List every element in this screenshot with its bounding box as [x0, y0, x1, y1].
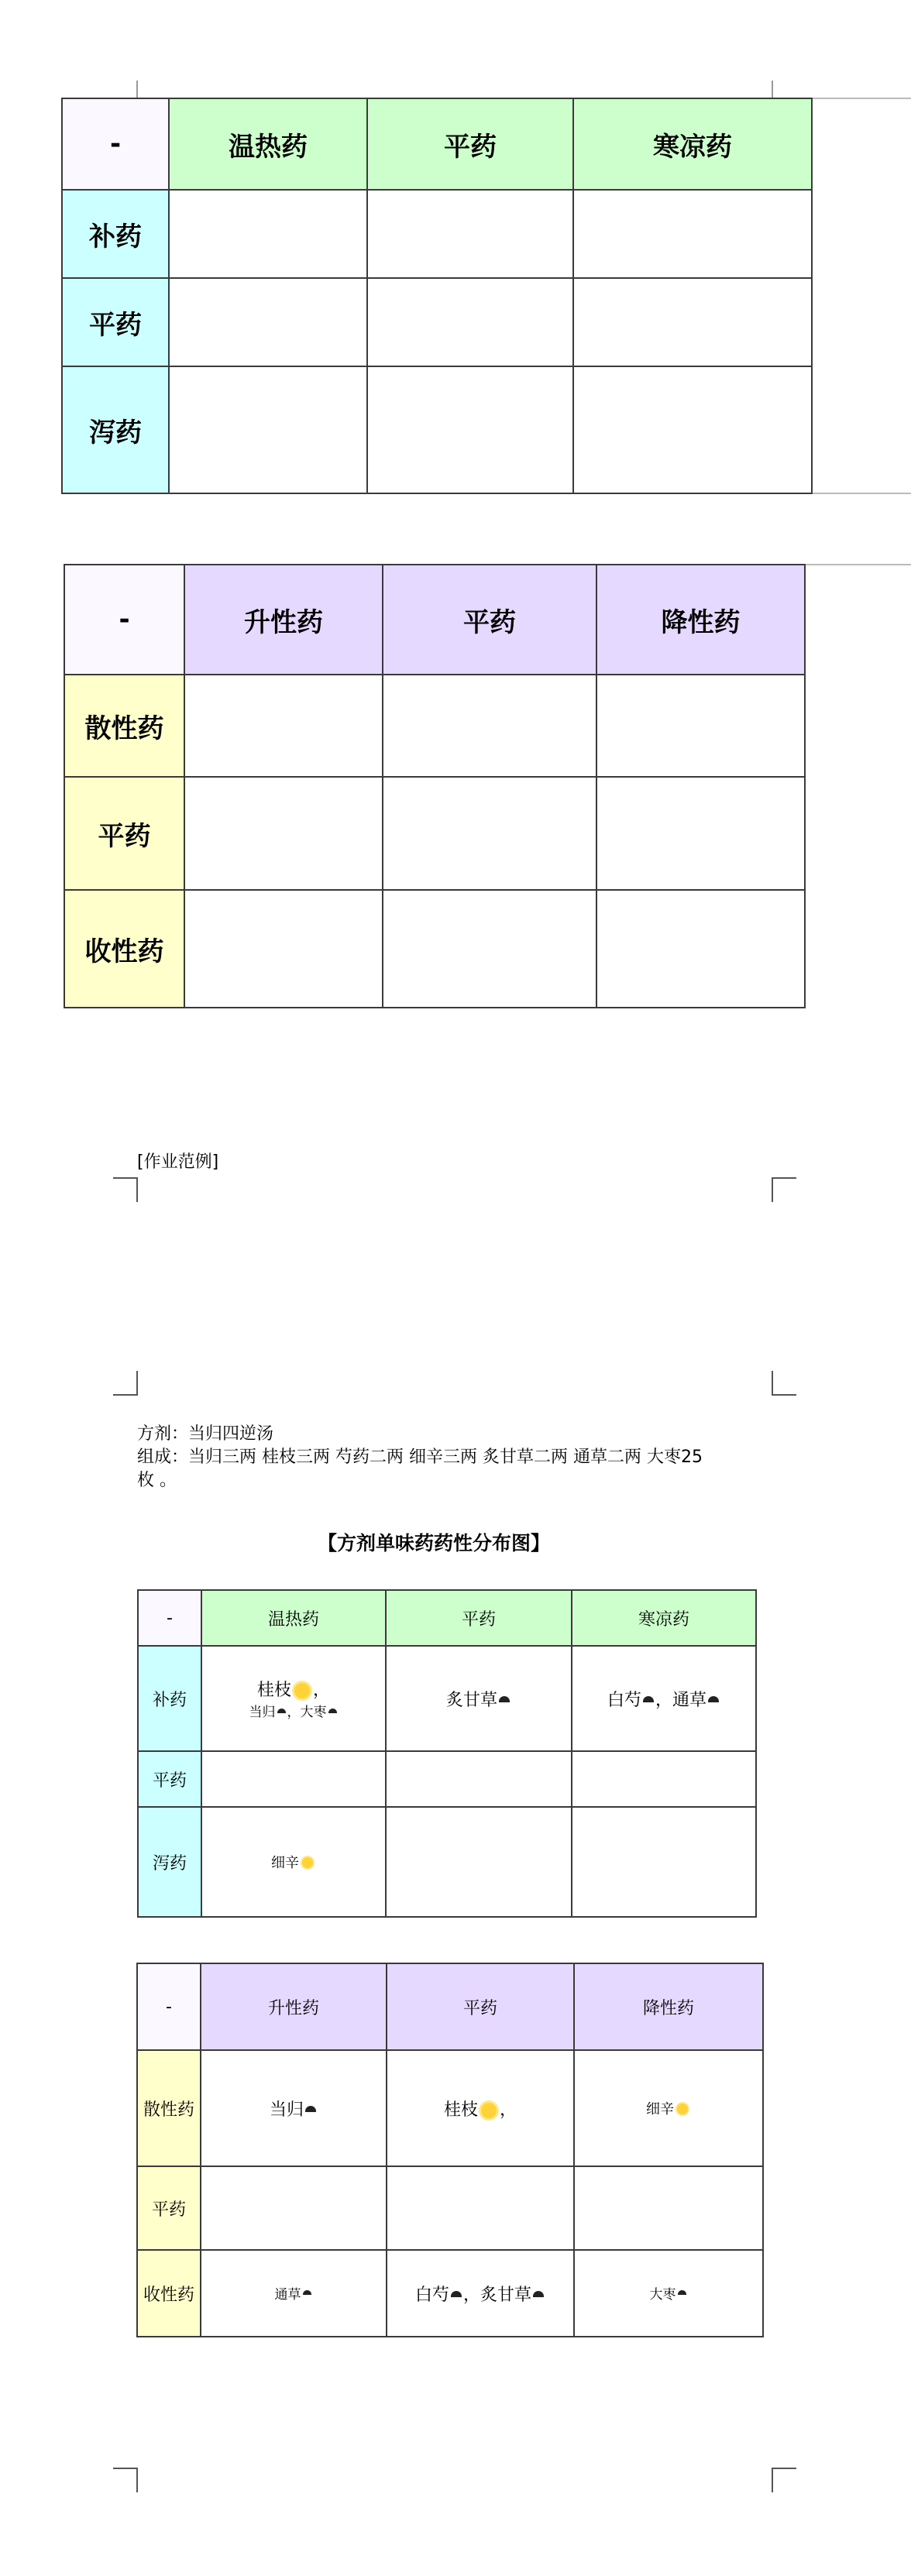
col-header-neutral: 平药 [367, 98, 573, 190]
example-table-2 [136, 1963, 764, 2337]
table-overflow-line [803, 564, 911, 565]
row-header-astringe: 收性药 [64, 890, 184, 1008]
table-cell [596, 675, 805, 777]
table-cell [169, 366, 367, 493]
sun-icon [481, 2103, 497, 2118]
table-cell [383, 777, 596, 890]
table-cell [387, 2250, 574, 2337]
table-cell [169, 278, 367, 366]
crop-mark [772, 81, 773, 98]
table-corner: - [64, 565, 184, 675]
table-corner: - [138, 1590, 201, 1646]
row-header-neutral: 平药 [138, 1751, 201, 1807]
sun-icon [302, 1857, 313, 1868]
crop-mark [772, 1177, 796, 1202]
umbrella-icon [643, 1696, 654, 1702]
row-header-astringe: 收性药 [137, 2250, 201, 2337]
example-label: [作业范例] [137, 1152, 219, 1172]
table-cell [572, 1751, 756, 1807]
formula-line: 方剂：当归四逆汤 [137, 1424, 274, 1444]
table-cell [367, 366, 573, 493]
sun-icon [294, 1683, 310, 1698]
umbrella-icon [328, 1709, 337, 1713]
row-header-neutral: 平药 [137, 2166, 201, 2250]
separator: ， [655, 1690, 672, 1710]
table-overflow-line [810, 98, 911, 99]
table-cell [574, 2166, 763, 2250]
herb-zhigancao: 炙甘草 [445, 1690, 497, 1710]
table-overflow-line [810, 493, 911, 494]
row-header-disperse: 散性药 [137, 2050, 201, 2166]
crop-mark [113, 1371, 138, 1396]
herb-zhigancao: 炙甘草 [480, 2285, 532, 2305]
row-header-tonify: 补药 [62, 190, 169, 278]
col-header-cold: 寒凉药 [573, 98, 812, 190]
herb-xixin: 细辛 [646, 2101, 674, 2117]
herb-tongcao: 通草 [672, 1690, 707, 1710]
table-cell [367, 278, 573, 366]
umbrella-icon [708, 1696, 719, 1702]
composition-line-1: 组成：当归三两 桂枝三两 芍药二两 细辛三两 炙甘草二两 通草二两 大枣25 [137, 1448, 703, 1467]
example-table-1 [137, 1589, 757, 1918]
crop-mark [772, 1371, 796, 1396]
table-corner: - [137, 1963, 201, 2050]
crop-mark [772, 2468, 796, 2492]
herb-tongcao: 通草 [274, 2287, 301, 2303]
row-header-purge: 泻药 [62, 366, 169, 493]
table-cell [169, 190, 367, 278]
col-header-neutral: 平药 [383, 565, 596, 675]
table-cell [574, 2250, 763, 2337]
row-header-neutral: 平药 [64, 777, 184, 890]
umbrella-icon [303, 2290, 311, 2295]
table-cell [573, 366, 812, 493]
nature-table-1 [61, 98, 813, 494]
col-header-warm: 温热药 [169, 98, 367, 190]
umbrella-icon [277, 1709, 286, 1713]
col-header-warm: 温热药 [201, 1590, 386, 1646]
row-header-disperse: 散性药 [64, 675, 184, 777]
crop-mark [136, 81, 138, 98]
nature-table-2 [64, 564, 806, 1008]
table-cell [387, 2050, 574, 2166]
herb-baishao: 白芍 [414, 2285, 449, 2305]
table-cell [573, 278, 812, 366]
crop-mark [113, 1177, 138, 1202]
table-cell [367, 190, 573, 278]
table-cell [184, 675, 383, 777]
table-cell [201, 1807, 386, 1917]
table-cell [184, 890, 383, 1008]
col-header-cold: 寒凉药 [572, 1590, 756, 1646]
umbrella-icon [533, 2291, 544, 2297]
table-cell [574, 2050, 763, 2166]
herb-baishao: 白芍 [607, 1690, 641, 1710]
table-cell [201, 2050, 387, 2166]
col-header-neutral: 平药 [386, 1590, 572, 1646]
umbrella-icon [678, 2290, 686, 2295]
col-header-descend: 降性药 [574, 1963, 763, 2050]
table-cell [596, 890, 805, 1008]
table-cell [184, 777, 383, 890]
table-cell [201, 1646, 386, 1751]
table-cell [596, 777, 805, 890]
table-cell [386, 1807, 572, 1917]
row-header-neutral: 平药 [62, 278, 169, 366]
separator: ， [500, 2100, 517, 2120]
separator: ， [462, 2285, 480, 2305]
table-cell [383, 675, 596, 777]
table-cell [201, 1751, 386, 1807]
col-header-neutral: 平药 [387, 1963, 574, 2050]
separator: ， [313, 1681, 331, 1700]
table-cell [386, 1751, 572, 1807]
table-cell [572, 1646, 756, 1751]
herb-xixin: 细辛 [271, 1855, 299, 1871]
umbrella-icon [305, 2106, 316, 2112]
table-cell [386, 1646, 572, 1751]
col-header-descend: 降性药 [596, 565, 805, 675]
col-header-ascend: 升性药 [184, 565, 383, 675]
chart-title: 【方剂单味药药性分布图】 [318, 1532, 551, 1554]
herb-danggui: 当归 [269, 2100, 304, 2120]
table-cell [201, 2166, 387, 2250]
composition-line-2: 枚 。 [137, 1471, 177, 1490]
herb-guizhi: 桂枝 [256, 1681, 291, 1700]
herb-dazao: 大枣 [300, 1705, 327, 1720]
row-header-purge: 泻药 [138, 1807, 201, 1917]
table-cell [573, 190, 812, 278]
table-cell [572, 1807, 756, 1917]
table-corner: - [62, 98, 169, 190]
sun-icon [677, 2104, 688, 2114]
crop-mark [113, 2468, 138, 2492]
table-cell [383, 890, 596, 1008]
row-header-tonify: 补药 [138, 1646, 201, 1751]
umbrella-icon [499, 1696, 510, 1702]
separator: ， [287, 1705, 301, 1720]
umbrella-icon [451, 2291, 462, 2297]
herb-guizhi: 桂枝 [443, 2100, 478, 2120]
col-header-ascend: 升性药 [201, 1963, 387, 2050]
herb-danggui: 当归 [249, 1705, 276, 1720]
table-cell [201, 2250, 387, 2337]
herb-dazao: 大枣 [649, 2287, 676, 2303]
table-cell [387, 2166, 574, 2250]
